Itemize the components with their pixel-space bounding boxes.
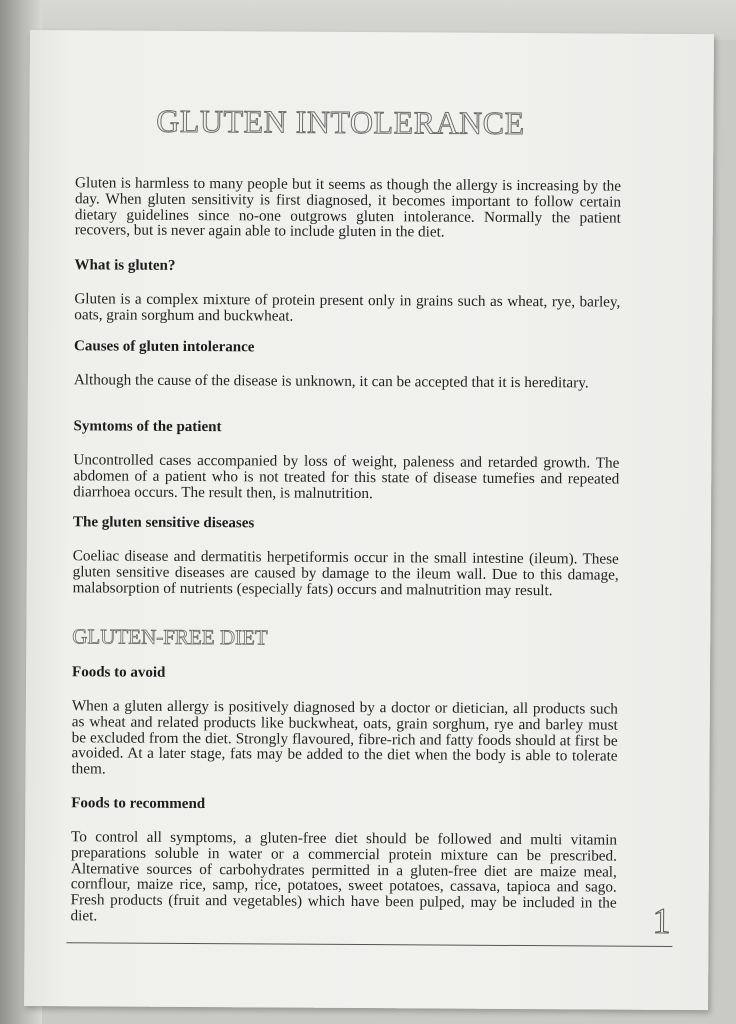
paragraph-foods-to-recommend: To control all symptoms, a gluten-free diet should be followed and multi vitamin preparations soluble in water or a commercial protein mixture can be prescribed. Alternative sources of carbohydrates permitted in a gluten-free diet are maize meal, cornflour, maize rice, samp, rice, potatoes, sweet potatoes, cassava, tapioca and sago. Fresh products (fruit and vegetables) which have been pulped, may be included in the diet. xyxy=(70,828,618,925)
heading-causes: Causes of gluten intolerance xyxy=(74,338,255,356)
intro-paragraph: Gluten is harmless to many people but it seems as though the allergy is increasing by the day. When gluten sensitivity is first diagnosed, it becomes important to follow certain dietary guidelines since no-one outgrows gluten intolerance. Normally the patient recovers, but is never again able to include gluten in the diet. xyxy=(74,174,622,241)
heading-symptoms: Symtoms of the patient xyxy=(73,418,222,436)
diet-section-title: GLUTEN-FREE DIET xyxy=(72,624,268,650)
page-number: 1 xyxy=(652,900,671,941)
heading-gluten-sensitive-diseases: The gluten sensitive diseases xyxy=(72,514,255,532)
page-title: GLUTEN INTOLERANCE xyxy=(156,102,525,142)
paragraph-causes: Although the cause of the disease is unknown, it can be accepted that it is hereditary. xyxy=(73,371,589,392)
footer-rule xyxy=(66,942,672,947)
heading-what-is-gluten: What is gluten? xyxy=(74,257,176,274)
paragraph-foods-to-avoid: When a gluten allergy is positively diagnosed by a doctor or dietician, all products such as wheat and related products like buckwheat, oats, grain sorghum, rye and barley must be excluded from the diet. Strongly flavoured, fibre-rich and fatty foods should at first be avoided. At a later stage, fats may be added to the diet when the body is able to tolerate them. xyxy=(71,697,618,778)
heading-foods-to-avoid: Foods to avoid xyxy=(72,664,166,681)
paragraph-gluten-sensitive-diseases: Coeliac disease and dermatitis herpetiformis occur in the small intestine (ileum). These gluten sensitive diseases are caused by damage to the ileum wall. Due to this damage, malabsorption of nutrients (especially fats) occurs and malnutrition may result. xyxy=(72,547,619,599)
paragraph-symptoms: Uncontrolled cases accompanied by loss of weight, paleness and retarded growth. The abdomen of a patient who is not treated for this state of disease tumefies and repeated diarrhoea occurs. The result then, is malnutrition. xyxy=(73,451,620,502)
heading-foods-to-recommend: Foods to recommend xyxy=(71,795,206,813)
document-page xyxy=(24,30,714,1010)
paragraph-what-is-gluten: Gluten is a complex mixture of protein present only in grains such as wheat, rye, barley, oats, grain sorghum and buckwheat. xyxy=(74,290,621,325)
